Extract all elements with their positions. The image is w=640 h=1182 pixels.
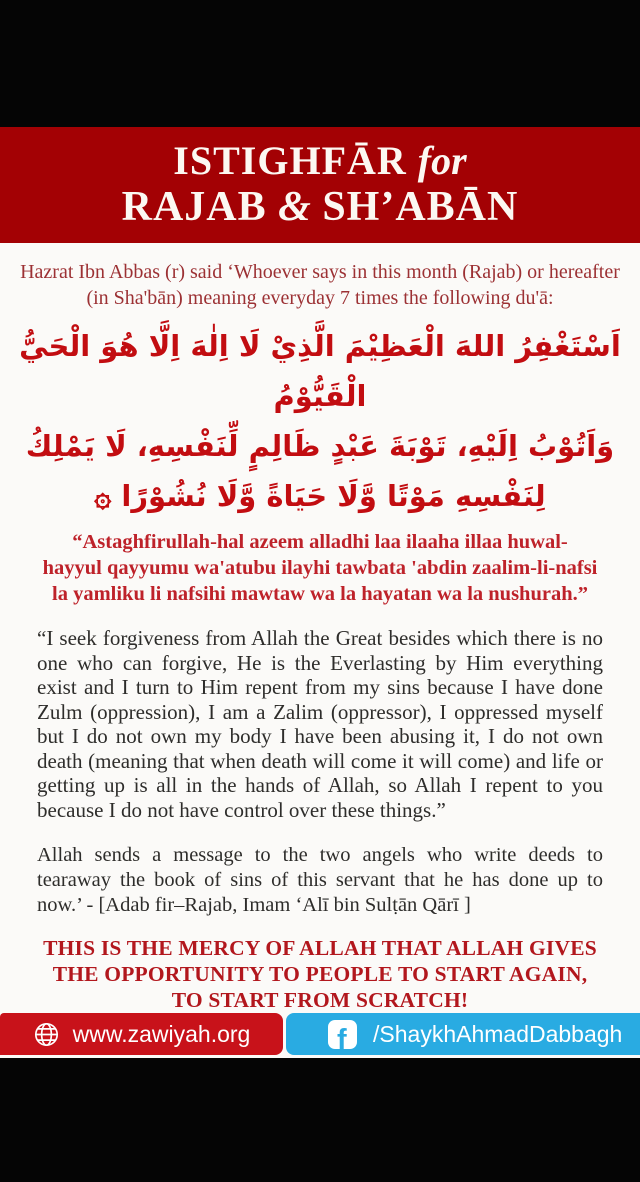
globe-icon <box>33 1021 60 1048</box>
facebook-f-glyph: f <box>337 1023 347 1056</box>
statement-line: TO START FROM SCRATCH! <box>171 988 469 1012</box>
footer-bar <box>0 1013 640 1055</box>
transliteration-line: hayyul qayyumu wa'atubu ilayhi tawbata 'abdin zaalim-li-nafsi <box>42 557 598 579</box>
translation-text: “I seek forgiveness from Allah the Great besides which there is no one who can forgive, He is the Everlasting by Him everything exist and I turn to Him repent from my sins because I have done Zulm (oppression), I am a Zalim (oppressor), I oppressed myself but I do not own my body I have been abusing it, I do not own death (meaning that when death will come it will come) and life or getting up is all in the hands of Allah, so Allah I repent to you because I do not have control over these things.” <box>37 626 603 822</box>
closing-statement <box>43 935 597 1013</box>
arabic-line: وَاَتُوْبُ اِلَيْهِ، تَوْبَةَ عَبْدٍ ظَالِمٍ لِّنَفْسِهِ، لَا يَمْلِكُ <box>25 429 615 463</box>
transliteration-line: “Astaghfirullah-hal azeem alladhi laa ilaaha illaa huwal- <box>72 531 568 553</box>
title-shaban: SH’ABĀN <box>322 183 519 230</box>
letterbox-bottom <box>0 1058 640 1182</box>
poster-title <box>122 139 519 231</box>
intro-text: Hazrat Ibn Abbas (r) said ‘Whoever says in this month (Rajab) or hereafter (in Sha'bān) meaning everyday 7 times the following du'ā: <box>20 261 620 309</box>
letterbox-top <box>0 0 640 127</box>
statement-line: THIS IS THE MERCY OF ALLAH THAT ALLAH GIVES <box>43 936 597 960</box>
arabic-dua <box>10 321 630 521</box>
arabic-line: اَسْتَغْفِرُ اللهَ الْعَظِيْمَ الَّذِيْ لَا اِلٰهَ اِلَّا هُوَ الْحَيُّ الْقَيُّوْمُ <box>19 329 621 413</box>
title-rajab: RAJAB <box>121 183 267 230</box>
website-link[interactable] <box>0 1013 283 1055</box>
facebook-icon <box>328 1020 357 1056</box>
title-line-2 <box>122 184 519 231</box>
facebook-link[interactable] <box>286 1013 640 1055</box>
statement-line: THE OPPORTUNITY TO PEOPLE TO START AGAIN, <box>52 962 588 986</box>
transliteration-text <box>43 529 598 607</box>
website-label: www.zawiyah.org <box>72 1020 251 1047</box>
poster-body <box>0 243 640 1058</box>
citation-text: Allah sends a message to the two angels who write deeds to tearaway the book of sins of this servant that he has done up to now.’ - [Adab fir–Rajab, Imam ‘Alī bin Sulṭān Qārī ] <box>37 844 603 916</box>
title-for: for <box>417 138 467 184</box>
transliteration-line: la yamliku li nafsihi mawtaw wa la hayatan wa la nushurah.” <box>52 583 588 605</box>
title-ampersand: & <box>278 183 311 230</box>
title-istighfar: ISTIGHFĀR <box>173 138 407 184</box>
arabic-line: لِنَفْسِهِ مَوْتًا وَّلَا حَيَاةً وَّلَا نُشُوْرًا ۞ <box>94 479 546 513</box>
title-line-1 <box>122 139 519 184</box>
facebook-label: /ShaykhAhmadDabbagh <box>373 1020 623 1047</box>
header-banner <box>0 127 640 243</box>
